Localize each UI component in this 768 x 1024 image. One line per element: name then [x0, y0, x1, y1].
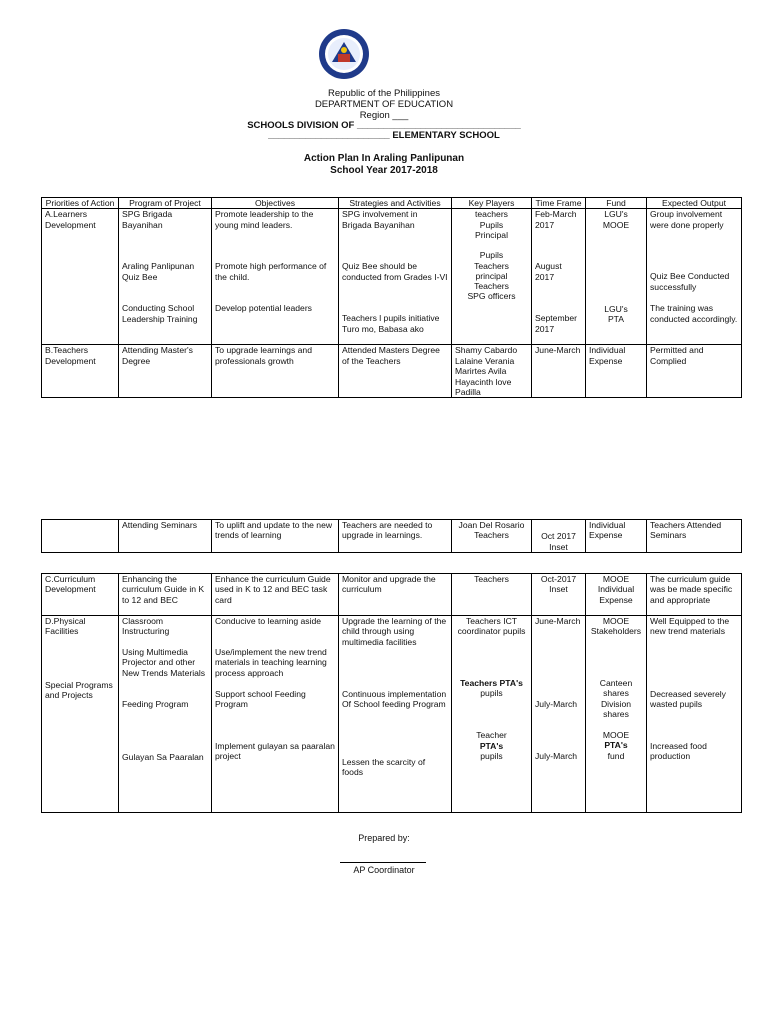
column-header: Expected Output: [647, 198, 742, 209]
output-item: Quiz Bee Conducted successfully: [650, 271, 730, 292]
program-cell: [119, 209, 212, 345]
player-item: Teacher: [476, 730, 507, 741]
player-item: SPG officers: [467, 291, 516, 302]
action-plan-table-3: [41, 573, 742, 813]
strategy-item: Turo mo, Babasa ako: [342, 323, 424, 334]
objective-item: Promote high performance of the child.: [215, 261, 327, 282]
objectives-cell: To uplift and update to the new trends of learning: [212, 520, 339, 553]
expected-output-cell: The curriculum guide was be made specific and appropriate: [647, 574, 742, 616]
column-header: Time Frame: [532, 198, 586, 209]
fund-item: MOOE: [602, 730, 630, 740]
program-item: SPG Brigada Bayanihan: [122, 209, 173, 230]
player-item: pupils: [480, 751, 503, 762]
prepared-by-label: Prepared by:: [358, 833, 410, 843]
objectives-cell: [212, 616, 339, 813]
fund-item: LGU's: [604, 303, 628, 314]
expected-output-cell: Permitted and Complied: [647, 345, 742, 398]
strategy-item: Continuous implementation Of School feeding Program: [342, 689, 447, 710]
output-item: The training was conducted accordingly.: [650, 303, 738, 324]
strategy-item: Teachers l pupils initiative: [342, 313, 440, 324]
program-cell: [119, 616, 212, 813]
program-item: Using Multimedia Projector and other New Trends Materials: [122, 647, 206, 678]
program-item: Feeding Program: [122, 699, 189, 709]
program-cell: Attending Seminars: [119, 520, 212, 553]
objective-item: Develop potential leaders: [215, 303, 312, 314]
time-frame-cell: Oct 2017 Inset: [532, 520, 586, 553]
strategies-cell: Attended Masters Degree of the Teachers: [339, 345, 452, 398]
time-frame-cell: [532, 209, 586, 345]
header-country: Republic of the Philippines: [328, 88, 440, 99]
column-header: Objectives: [212, 198, 339, 209]
priority-cell: [42, 209, 119, 345]
table-row: [42, 209, 742, 345]
player-item: Teachers: [474, 530, 509, 541]
key-players-cell: [452, 616, 532, 813]
player-item: pupils: [480, 688, 503, 699]
priority-cell: [42, 520, 119, 553]
program-item: Classroom Instructuring: [122, 616, 170, 637]
strategies-cell: [339, 209, 452, 345]
player-item: principal: [475, 271, 508, 282]
strategies-cell: [339, 616, 452, 813]
action-plan-table-1: [41, 197, 742, 398]
strategy-item: Lessen the scarcity of foods: [342, 757, 426, 778]
fund-item: PTA: [607, 314, 625, 325]
time-item: July-March: [535, 699, 578, 709]
priority-label: Special Programs and Projects: [45, 680, 113, 701]
player-item: Teachers PTA's: [460, 678, 523, 688]
fund-cell: [586, 616, 647, 813]
header-department: DEPARTMENT OF EDUCATION: [314, 99, 454, 110]
key-players-cell: [452, 209, 532, 345]
player-item: PTA's: [479, 740, 504, 751]
program-item: Gulayan Sa Paaralan: [122, 752, 204, 762]
objective-item: Conducive to learning aside: [215, 616, 322, 626]
strategy-item: SPG involvement in Brigada Bayanihan: [342, 209, 418, 230]
signature-line: [340, 862, 426, 863]
player-item: Teachers: [474, 281, 509, 292]
strategy-item: Upgrade the learning of the child through using multimedia facilities: [342, 616, 447, 647]
table-row: [42, 520, 742, 553]
key-players-cell: Teachers: [452, 574, 532, 616]
fund-cell: MOOE Individual Expense: [586, 574, 647, 616]
objective-item: Implement gulayan sa paaralan project: [215, 741, 335, 762]
signatory-title: AP Coordinator: [353, 865, 415, 875]
expected-output-cell: [647, 616, 742, 813]
objectives-cell: [212, 209, 339, 345]
time-item: August 2017: [535, 261, 562, 282]
output-item: Increased food production: [650, 741, 707, 762]
player-item: Joan Del Rosario: [458, 520, 525, 530]
program-cell: Enhancing the curriculum Guide in K to 12 and BEC: [119, 574, 212, 616]
table-header-row: [42, 198, 742, 209]
time-frame-cell: [532, 616, 586, 813]
time-frame-cell: Oct-2017 Inset: [532, 574, 586, 616]
player-item: Hayacinth love Padilla: [455, 376, 512, 398]
fund-cell: Individual Expense: [586, 345, 647, 398]
fund-cell: Individual Expense: [586, 520, 647, 553]
objective-item: Support school Feeding Program: [215, 689, 306, 710]
priority-cell: B.Teachers Development: [42, 345, 119, 398]
player-item: Lalaine Verania: [455, 355, 515, 366]
fund-item: LGU's: [604, 209, 628, 220]
player-item: Pupils: [479, 219, 504, 230]
fund-item: MOOE Stakeholders: [590, 616, 642, 637]
time-item: Feb-March 2017: [535, 209, 577, 230]
player-item: Marirtes Avila: [455, 366, 507, 377]
expected-output-cell: [647, 209, 742, 345]
time-frame-cell: June-March: [532, 345, 586, 398]
priority-cell: C.Curriculum Development: [42, 574, 119, 616]
document-title: Action Plan In Araling Panlipunan: [303, 153, 465, 164]
action-plan-table-2: [41, 519, 742, 553]
player-item: Principal: [475, 230, 508, 241]
strategies-cell: Teachers are needed to upgrade in learnings.: [339, 520, 452, 553]
column-header: Priorities of Action: [42, 198, 119, 209]
objectives-cell: To upgrade learnings and professionals growth: [212, 345, 339, 398]
fund-item: Canteen shares Division shares: [599, 678, 633, 720]
table-row: [42, 345, 742, 398]
program-cell: Attending Master's Degree: [119, 345, 212, 398]
objective-item: Promote leadership to the young mind leaders.: [215, 209, 314, 230]
program-item: Araling Panlipunan Quiz Bee: [122, 261, 195, 282]
player-item: teachers: [475, 209, 508, 220]
column-header: Key Players: [452, 198, 532, 209]
player-item: Pupils: [479, 250, 504, 261]
priority-label: D.Physical Facilities: [45, 616, 86, 637]
key-players-cell: [452, 520, 532, 553]
fund-cell: [586, 209, 647, 345]
column-header: Fund: [586, 198, 647, 209]
output-item: Group involvement were done properly: [650, 209, 724, 230]
header-region: Region ___: [359, 110, 409, 121]
priority-cell: [42, 616, 119, 813]
fund-item: fund: [607, 750, 625, 761]
objectives-cell: Enhance the curriculum Guide used in K to 12 and BEC task card: [212, 574, 339, 616]
objective-item: Use/implement the new trend materials in teaching learning process approach: [215, 647, 327, 678]
key-players-cell: [452, 345, 532, 398]
expected-output-cell: Teachers Attended Seminars: [647, 520, 742, 553]
school-year: School Year 2017-2018: [330, 165, 438, 176]
fund-item: PTA's: [604, 740, 628, 751]
column-header: Strategies and Activities: [339, 198, 452, 209]
column-header: Program of Project: [119, 198, 212, 209]
time-item: June-March: [535, 616, 581, 626]
table-row: [42, 574, 742, 616]
header-school: _______________________ ELEMENTARY SCHOOL: [268, 130, 500, 141]
deped-seal-logo: [318, 28, 370, 80]
program-item: Conducting School Leadership Training: [122, 303, 198, 324]
header-division: SCHOOLS DIVISION OF _______________________________: [247, 120, 521, 131]
strategies-cell: Monitor and upgrade the curriculum: [339, 574, 452, 616]
priority-label: A.Learners Development: [45, 209, 96, 230]
table-row: [42, 616, 742, 813]
player-item: Teachers ICT coordinator pupils: [457, 616, 526, 637]
player-item: Shamy Cabardo: [455, 345, 518, 356]
player-item: Teachers: [474, 260, 509, 271]
output-item: Decreased severely wasted pupils: [650, 689, 726, 710]
time-item: July-March: [535, 751, 578, 761]
strategy-item: Quiz Bee should be conducted from Grades I-VI: [342, 261, 448, 282]
fund-item: MOOE: [602, 219, 630, 230]
time-item: September 2017: [535, 313, 578, 334]
output-item: Well Equipped to the new trend materials: [650, 616, 730, 637]
